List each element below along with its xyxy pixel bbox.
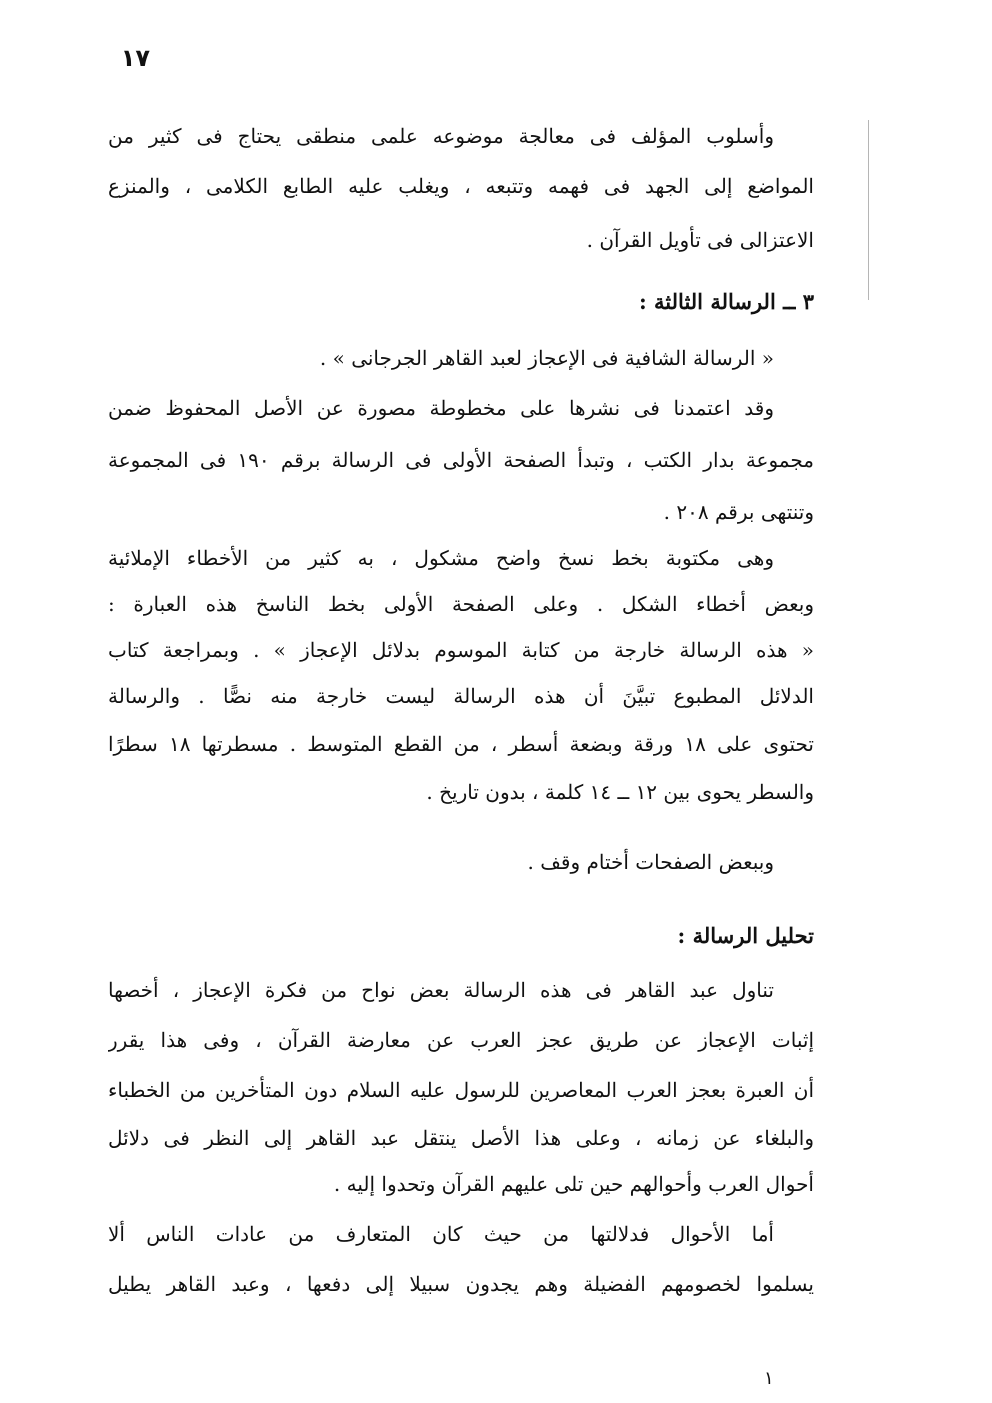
section-heading: تحليل الرسالة : [677,923,814,948]
text-line: والبلغاء عن زمانه ، وعلى هذا الأصل ينتقل عبد القاهر إلى النظر فى دلائل [108,1126,814,1150]
text-line: « الرسالة الشافية فى الإعجاز لعبد القاهر الجرجانى » . [319,346,774,370]
text-line: وأسلوب المؤلف فى معالجة موضوعه علمى منطقى يحتاج فى كثير من [108,124,774,148]
margin-rule [868,120,869,300]
text-line: وتنتهى برقم ٢٠٨ . [663,500,814,524]
page-number: ١٧ [120,44,150,72]
text-line: وقد اعتمدنا فى نشرها على مخطوطة مصورة عن الأصل المحفوظ ضمن [108,396,774,420]
text-line: تحتوى على ١٨ ورقة وبضعة أسطر ، من القطع المتوسط . مسطرتها ١٨ سطرًا [108,732,814,756]
text-line: « هذه الرسالة خارجة من كتابة الموسوم بدلائل الإعجاز » . وبمراجعة كتاب [108,638,814,662]
text-line: يسلموا لخصومهم الفضيلة وهم يجدون سبيلا إلى دفعها ، وعبد القاهر يطيل [108,1272,814,1296]
text-line: والسطر يحوى بين ١٢ ــ ١٤ كلمة ، بدون تاريخ . [426,780,814,804]
text-line: وهى مكتوبة بخط نسخ واضح مشكول ، به كثير من الأخطاء الإملائية [108,546,774,570]
page-body [108,0,814,1403]
text-line: أن العبرة بعجز العرب المعاصرين للرسول عليه السلام دون المتأخرين من الخطباء [108,1078,814,1102]
text-line: الدلائل المطبوع تبيَّنَ أن هذه الرسالة ليست خارجة منه نصًّا . والرسالة [108,684,814,708]
text-line: أما الأحوال فدلالتها من حيث كان المتعارف من عادات الناس ألا [108,1222,774,1246]
text-line: تناول عبد القاهر فى هذه الرسالة بعض نواح من فكرة الإعجاز ، أخصها [108,978,774,1002]
text-line: الاعتزالى فى تأويل القرآن . [586,228,814,252]
text-line: المواضع إلى الجهد فى فهمه وتتبعه ، ويغلب عليه الطابع الكلامى ، والمنزع [108,174,814,198]
text-line: وببعض الصفحات أختام وقف . [527,850,774,874]
text-line: وبعض أخطاء الشكل . وعلى الصفحة الأولى بخط الناسخ هذه العبارة : [108,592,814,616]
text-line: إثبات الإعجاز عن طريق عجز العرب عن معارضة القرآن ، وفى هذا يقرر [108,1028,814,1052]
footer-mark: ١ [764,1368,774,1389]
text-line: أحوال العرب وأحوالهم حين تلى عليهم القرآن وتحدوا إليه . [333,1172,814,1196]
section-heading: ٣ ــ الرسالة الثالثة : [638,289,814,314]
text-line: مجموعة بدار الكتب ، وتبدأ الصفحة الأولى فى الرسالة برقم ١٩٠ فى المجموعة [108,448,814,472]
